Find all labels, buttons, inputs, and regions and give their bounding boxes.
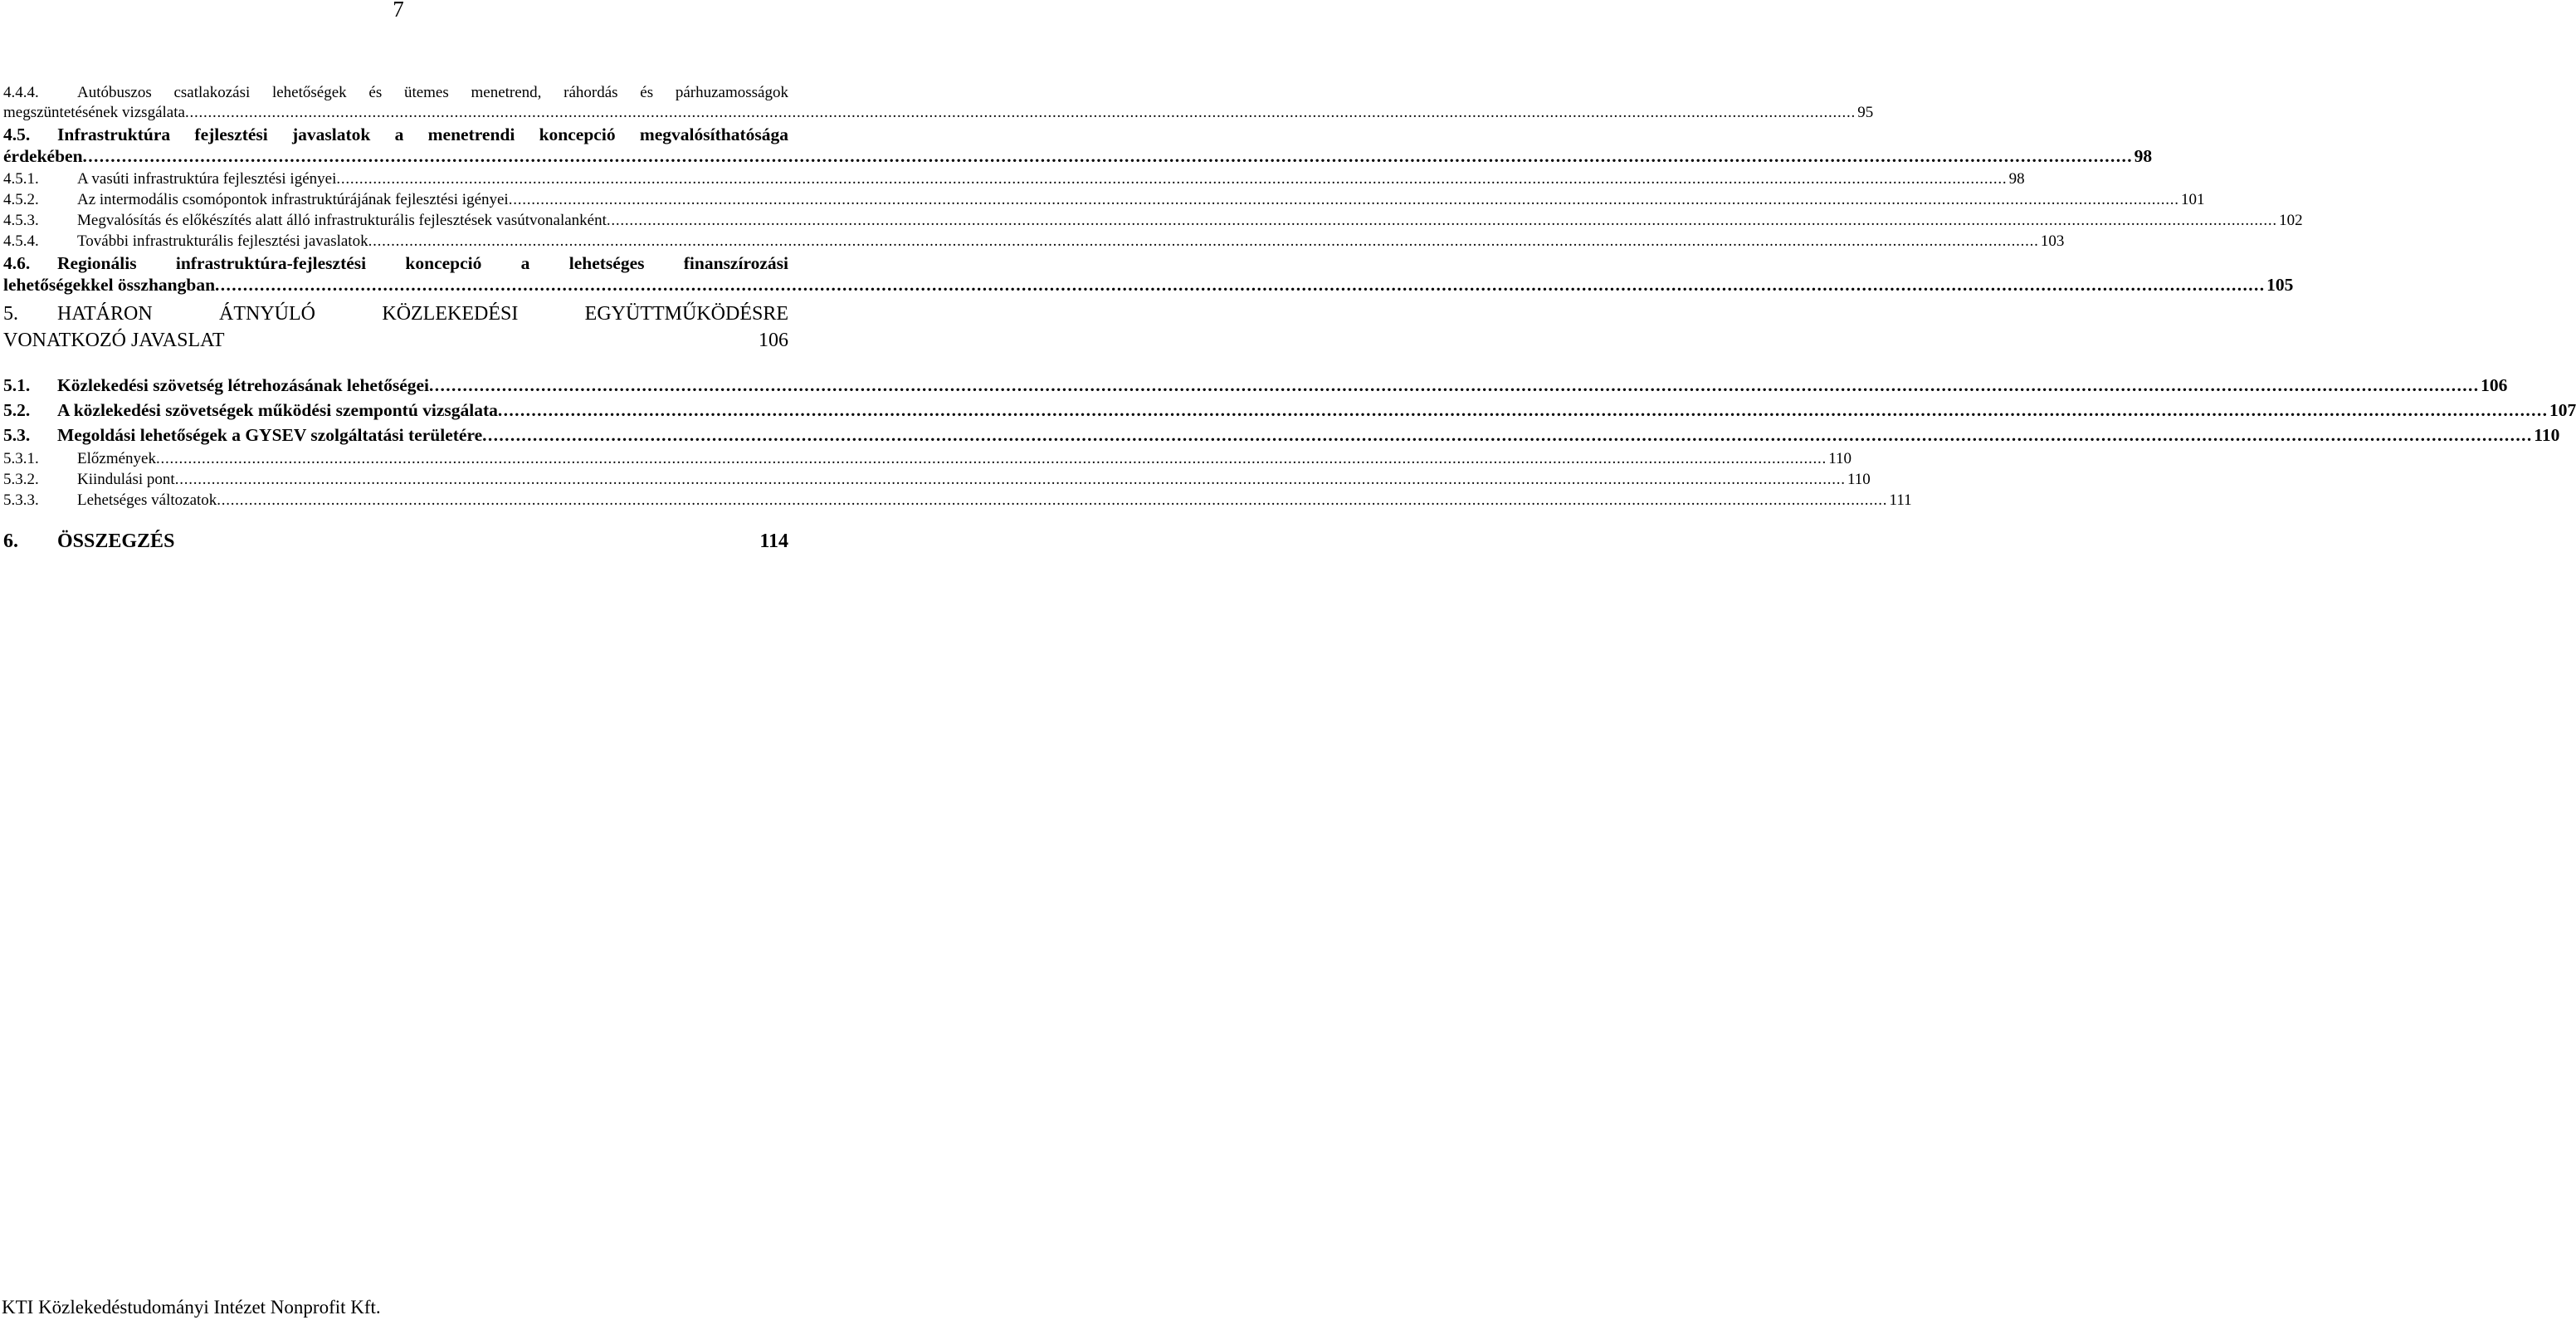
toc-leader-dots: [368, 232, 2038, 252]
toc-entry-5-2[interactable]: [3, 399, 2576, 421]
toc-leader-dots: [498, 399, 2547, 421]
toc-entry-title-cont: érdekében: [3, 146, 83, 166]
toc-entry-title: A közlekedési szövetségek működési szempontú vizsgálata: [57, 400, 498, 420]
toc-entry-page: 110: [1847, 471, 1871, 488]
toc-leader-dots: [175, 470, 1845, 490]
toc-entry-5-3-2[interactable]: [3, 470, 1871, 490]
toc-entry-title: Előzmények: [77, 450, 156, 467]
toc-entry-title: Megvalósítás és előkészítés alatt álló infrastrukturális fejlesztések vasútvonalanként: [77, 212, 607, 229]
toc-entry-title: Lehetséges változatok: [77, 491, 217, 509]
toc-entry-page: 98: [2008, 170, 2025, 188]
toc-entry-number: 5.3.: [3, 425, 31, 445]
toc-entry-number: 4.5.2.: [3, 191, 39, 208]
toc-entry-page: 111: [1889, 491, 1912, 509]
toc-entry-number: 4.5.4.: [3, 232, 39, 250]
toc-entry-4-5-1[interactable]: [3, 169, 2025, 189]
toc-entry-6[interactable]: [3, 528, 788, 555]
toc-entry-4-5-3[interactable]: [3, 211, 2303, 231]
toc-leader-dots: [185, 103, 1855, 123]
toc-entry-page: 101: [2180, 191, 2205, 208]
toc-entry-title: HATÁRON ÁTNYÚLÓ KÖZLEKEDÉSI EGYÜTTMŰKÖDÉSRE: [57, 303, 788, 325]
toc-entry-number: 5.3.1.: [3, 450, 39, 467]
toc-leader-dots: [83, 145, 2132, 167]
toc-entry-5-3[interactable]: [3, 424, 2560, 446]
toc-entry-number: 4.5.: [3, 125, 31, 144]
toc-entry-4-6[interactable]: [3, 252, 2294, 296]
toc-entry-page: 105: [2266, 275, 2294, 295]
toc-entry-title: Megoldási lehetőségek a GYSEV szolgáltatási területére: [57, 425, 483, 445]
toc-entry-page: 98: [2134, 146, 2153, 166]
toc-entry-page: 106: [759, 330, 788, 351]
toc-entry-number: 4.4.4.: [3, 84, 39, 101]
toc-entry-title: Kiindulási pont: [77, 471, 175, 488]
toc-entry-5[interactable]: [3, 301, 788, 354]
toc-entry-page: 102: [2279, 212, 2303, 229]
toc-entry-title-cont: lehetőségekkel összhangban: [3, 275, 216, 295]
toc-entry-title-cont: VONATKOZÓ JAVASLAT: [3, 330, 225, 351]
toc-entry-title: Közlekedési szövetség létrehozásának lehetőségei: [57, 375, 430, 395]
toc-entry-title: ÖSSZEGZÉS: [57, 530, 175, 552]
toc-entry-4-5-4[interactable]: [3, 232, 2065, 252]
toc-entry-4-4-4[interactable]: [3, 83, 1874, 123]
toc-leader-dots: [336, 169, 2006, 189]
toc-entry-number: 5.2.: [3, 400, 31, 420]
toc-leader-dots: [509, 190, 2178, 210]
toc-entry-title: Az intermodális csomópontok infrastruktúrájának fejlesztési igényei: [77, 191, 509, 208]
toc-entry-number: 5.3.3.: [3, 491, 39, 509]
toc-entry-title: Regionális infrastruktúra-fejlesztési koncepció a lehetséges finanszírozási: [57, 253, 788, 273]
toc-entry-number: 4.5.3.: [3, 212, 39, 229]
toc-entry-number: 6.: [3, 530, 18, 552]
toc-entry-5-3-3[interactable]: [3, 491, 1912, 511]
toc-entry-4-5-2[interactable]: [3, 190, 2205, 210]
toc-entry-page: 110: [2534, 425, 2560, 445]
page-number: 7: [393, 0, 404, 22]
toc-entry-title: További infrastrukturális fejlesztési javaslatok: [77, 232, 368, 250]
toc-entry-page: 114: [759, 530, 788, 552]
toc-entry-number: 5.1.: [3, 375, 31, 395]
toc-entry-number: 4.6.: [3, 253, 31, 273]
page-footer: KTI Közlekedéstudományi Intézet Nonprofit Kft.: [2, 1297, 381, 1318]
toc-entry-title-cont: megszüntetésének vizsgálata: [3, 104, 185, 121]
toc-leader-dots: [156, 449, 1826, 469]
toc-leader-dots: [482, 424, 2531, 446]
toc-leader-dots: [215, 274, 2264, 296]
toc-entry-title: A vasúti infrastruktúra fejlesztési igényei: [77, 170, 337, 188]
toc-entry-number: 5.3.2.: [3, 471, 39, 488]
toc-leader-dots: [607, 211, 2276, 231]
toc-entry-page: 103: [2040, 232, 2065, 250]
toc-entry-number: 5.: [3, 303, 18, 325]
toc-entry-page: 110: [1828, 450, 1852, 467]
toc-entry-title: Autóbuszos csatlakozási lehetőségek és ütemes menetrend, ráhordás és párhuzamosságok: [77, 84, 788, 101]
toc-entry-5-3-1[interactable]: [3, 449, 1852, 469]
toc-entry-page: 107: [2549, 400, 2576, 420]
toc-entry-page: 106: [2481, 375, 2508, 395]
toc-entry-number: 4.5.1.: [3, 170, 39, 188]
toc-entry-5-1[interactable]: [3, 374, 2508, 396]
toc-entry-4-5[interactable]: [3, 124, 2153, 167]
toc-leader-dots: [429, 374, 2478, 396]
toc-leader-dots: [217, 491, 1886, 511]
toc-entry-title: Infrastruktúra fejlesztési javaslatok a menetrendi koncepció megvalósíthatósága: [57, 125, 788, 144]
toc-entry-page: 95: [1857, 104, 1874, 121]
